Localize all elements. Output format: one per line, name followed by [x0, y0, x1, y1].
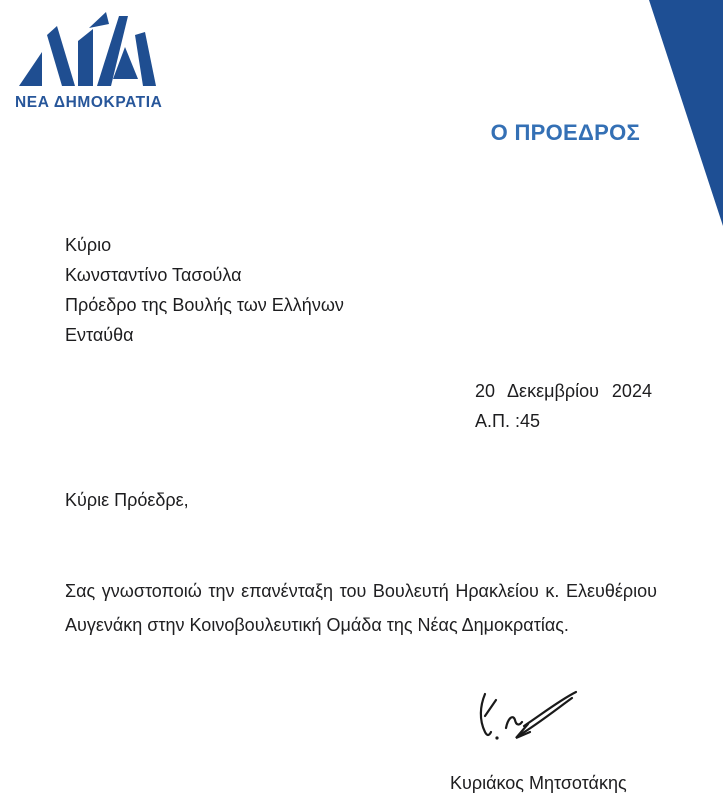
logo-wordmark: ΝΕΑ ΔΗΜΟΚΡΑΤΙΑ [15, 94, 163, 111]
recipient-block [65, 230, 344, 350]
signature-scribble [472, 686, 587, 748]
nd-logo-mark-icon [15, 8, 160, 88]
date-protocol-block [475, 376, 652, 436]
protocol-number: Α.Π. :45 [475, 411, 541, 431]
corner-triangle-decoration [649, 0, 723, 226]
salutation: Κύριε Πρόεδρε, [65, 490, 189, 510]
signer-name: Κυριάκος Μητσοτάκης [450, 773, 627, 793]
body-paragraph: Σας γνωστοποιώ την επανένταξη του Βουλευτή Ηρακλείου κ. Ελευθέριου Αυγενάκη στην Κοινοβουλευτική Ομάδα της Νέας Δημοκρατίας. [65, 581, 657, 635]
date-text: 20 Δεκεμβρίου 2024 [475, 381, 652, 401]
recipient-line: Κωνσταντίνο Τασούλα [65, 265, 242, 285]
recipient-line: Πρόεδρο της Βουλής των Ελλήνων [65, 295, 344, 315]
recipient-line: Κύριο [65, 235, 112, 255]
president-title: Ο ΠΡΟΕΔΡΟΣ [490, 120, 640, 145]
recipient-line: Ενταύθα [65, 325, 134, 345]
nd-logo [15, 8, 163, 112]
